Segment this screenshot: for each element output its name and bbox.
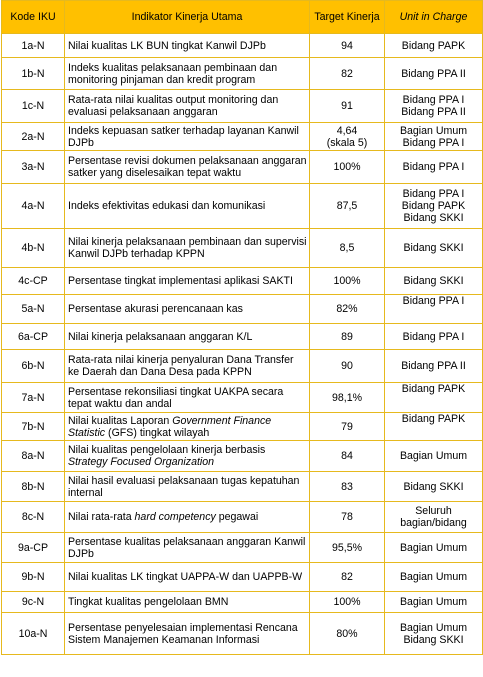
cell-kode: 1c-N [2, 90, 65, 123]
cell-indikator: Indeks kepuasan satker terhadap layanan Kanwil DJPb [65, 123, 310, 151]
cell-target: 98,1% [310, 383, 385, 413]
table-row [2, 268, 483, 295]
header-indikator: Indikator Kinerja Utama [65, 1, 310, 34]
cell-target: 82% [310, 295, 385, 324]
cell-indikator: Persentase kualitas pelaksanaan anggaran Kanwil DJPb [65, 533, 310, 563]
table-row [2, 350, 483, 383]
cell-target: 4,64 (skala 5) [310, 123, 385, 151]
table-row [2, 563, 483, 592]
cell-indikator: Nilai kualitas LK BUN tingkat Kanwil DJPb [65, 34, 310, 58]
cell-unit: Bidang PPA I Bidang PAPK Bidang SKKI [385, 184, 483, 229]
table-row [2, 502, 483, 533]
cell-kode: 5a-N [2, 295, 65, 324]
table-row [2, 472, 483, 502]
indikator-text: Nilai kualitas Laporan [68, 414, 173, 427]
table-row [2, 383, 483, 413]
cell-indikator: Nilai kinerja pelaksanaan anggaran K/L [65, 324, 310, 350]
cell-unit: Bidang PPA I [385, 151, 483, 184]
cell-target: 100% [310, 592, 385, 613]
cell-target: 79 [310, 413, 385, 441]
cell-unit: Bidang SKKI [385, 229, 483, 268]
cell-unit: Bagian Umum [385, 563, 483, 592]
cell-unit: Bidang PPA II [385, 350, 483, 383]
cell-kode: 7b-N [2, 413, 65, 441]
cell-target: 90 [310, 350, 385, 383]
cell-target: 100% [310, 151, 385, 184]
cell-unit: Bidang SKKI [385, 268, 483, 295]
cell-target: 87,5 [310, 184, 385, 229]
indikator-italic-text: Government Finance Statistic [68, 414, 272, 439]
table-row [2, 295, 483, 324]
cell-target: 89 [310, 324, 385, 350]
indikator-text: pegawai [215, 511, 259, 523]
cell-target: 94 [310, 34, 385, 58]
cell-kode: 3a-N [2, 151, 65, 184]
table-row [2, 441, 483, 472]
cell-indikator: Persentase rekonsiliasi tingkat UAKPA secara tepat waktu dan andal [65, 383, 310, 413]
cell-indikator: Persentase revisi dokumen pelaksanaan anggaran satker yang diselesaikan tepat waktu [65, 151, 310, 184]
table-row [2, 413, 483, 441]
cell-indikator: Nilai kualitas LK tingkat UAPPA-W dan UAPPB-W [65, 563, 310, 592]
header-kode: Kode IKU [2, 1, 65, 34]
cell-indikator: Tingkat kualitas pengelolaan BMN [65, 592, 310, 613]
cell-kode: 4a-N [2, 184, 65, 229]
table-row [2, 90, 483, 123]
cell-unit: Bagian Umum [385, 533, 483, 563]
cell-indikator: Rata-rata nilai kinerja penyaluran Dana Transfer ke Daerah dan Dana Desa pada KPPN [65, 350, 310, 383]
indikator-italic-text: Strategy Focused Organization [68, 456, 215, 468]
cell-unit: Bidang PPA II [385, 58, 483, 90]
iku-table [1, 0, 483, 655]
cell-unit: Bidang PAPK [385, 383, 483, 413]
cell-unit: Seluruh bagian/bidang [385, 502, 483, 533]
cell-indikator [65, 413, 310, 441]
table-row [2, 613, 483, 655]
cell-indikator: Indeks kualitas pelaksanaan pembinaan dan monitoring pinjaman dan kredit program [65, 58, 310, 90]
cell-kode: 4c-CP [2, 268, 65, 295]
cell-unit: Bagian Umum Bidang PPA I [385, 123, 483, 151]
cell-unit: Bagian Umum [385, 441, 483, 472]
cell-kode: 6a-CP [2, 324, 65, 350]
cell-indikator: Indeks efektivitas edukasi dan komunikasi [65, 184, 310, 229]
cell-kode: 9c-N [2, 592, 65, 613]
cell-unit: Bagian Umum Bidang SKKI [385, 613, 483, 655]
indikator-text: Nilai kualitas pengelolaan kinerja berbasis [68, 444, 266, 456]
cell-kode: 1b-N [2, 58, 65, 90]
cell-unit: Bidang SKKI [385, 472, 483, 502]
cell-kode: 1a-N [2, 34, 65, 58]
indikator-text: Nilai rata-rata [68, 511, 135, 523]
cell-target: 82 [310, 58, 385, 90]
cell-unit: Bidang PPA I [385, 295, 483, 324]
cell-target: 83 [310, 472, 385, 502]
header-unit: Unit in Charge [385, 1, 483, 34]
header-target: Target Kinerja [310, 1, 385, 34]
cell-kode: 9b-N [2, 563, 65, 592]
header-row [2, 1, 483, 34]
cell-unit: Bagian Umum [385, 592, 483, 613]
cell-indikator: Rata-rata nilai kualitas output monitoring dan evaluasi pelaksanaan anggaran [65, 90, 310, 123]
table-row [2, 592, 483, 613]
cell-unit: Bidang PPA I Bidang PPA II [385, 90, 483, 123]
indikator-italic-text: hard competency [134, 511, 216, 523]
cell-target: 78 [310, 502, 385, 533]
cell-indikator: Nilai hasil evaluasi pelaksanaan tugas kepatuhan internal [65, 472, 310, 502]
cell-kode: 2a-N [2, 123, 65, 151]
cell-indikator [65, 502, 310, 533]
cell-unit: Bidang PAPK [385, 34, 483, 58]
cell-indikator: Persentase penyelesaian implementasi Rencana Sistem Manajemen Keamanan Informasi [65, 613, 310, 655]
table-row [2, 533, 483, 563]
cell-unit: Bidang PPA I [385, 324, 483, 350]
cell-target: 80% [310, 613, 385, 655]
table-row [2, 34, 483, 58]
cell-kode: 7a-N [2, 383, 65, 413]
table-row [2, 151, 483, 184]
cell-kode: 8c-N [2, 502, 65, 533]
table-row [2, 324, 483, 350]
cell-target: 82 [310, 563, 385, 592]
cell-target: 95,5% [310, 533, 385, 563]
table-row [2, 184, 483, 229]
cell-kode: 8a-N [2, 441, 65, 472]
cell-kode: 6b-N [2, 350, 65, 383]
table-row [2, 123, 483, 151]
cell-indikator: Persentase akurasi perencanaan kas [65, 295, 310, 324]
cell-indikator [65, 441, 310, 472]
indikator-text: (GFS) tingkat wilayah [105, 426, 210, 439]
cell-target: 84 [310, 441, 385, 472]
table-row [2, 58, 483, 90]
cell-indikator: Persentase tingkat implementasi aplikasi SAKTI [65, 268, 310, 295]
cell-kode: 4b-N [2, 229, 65, 268]
cell-target: 8,5 [310, 229, 385, 268]
table-row [2, 229, 483, 268]
cell-kode: 10a-N [2, 613, 65, 655]
cell-kode: 9a-CP [2, 533, 65, 563]
cell-kode: 8b-N [2, 472, 65, 502]
cell-indikator: Nilai kinerja pelaksanaan pembinaan dan supervisi Kanwil DJPb terhadap KPPN [65, 229, 310, 268]
cell-target: 100% [310, 268, 385, 295]
cell-target: 91 [310, 90, 385, 123]
cell-unit: Bidang PAPK [385, 413, 483, 441]
